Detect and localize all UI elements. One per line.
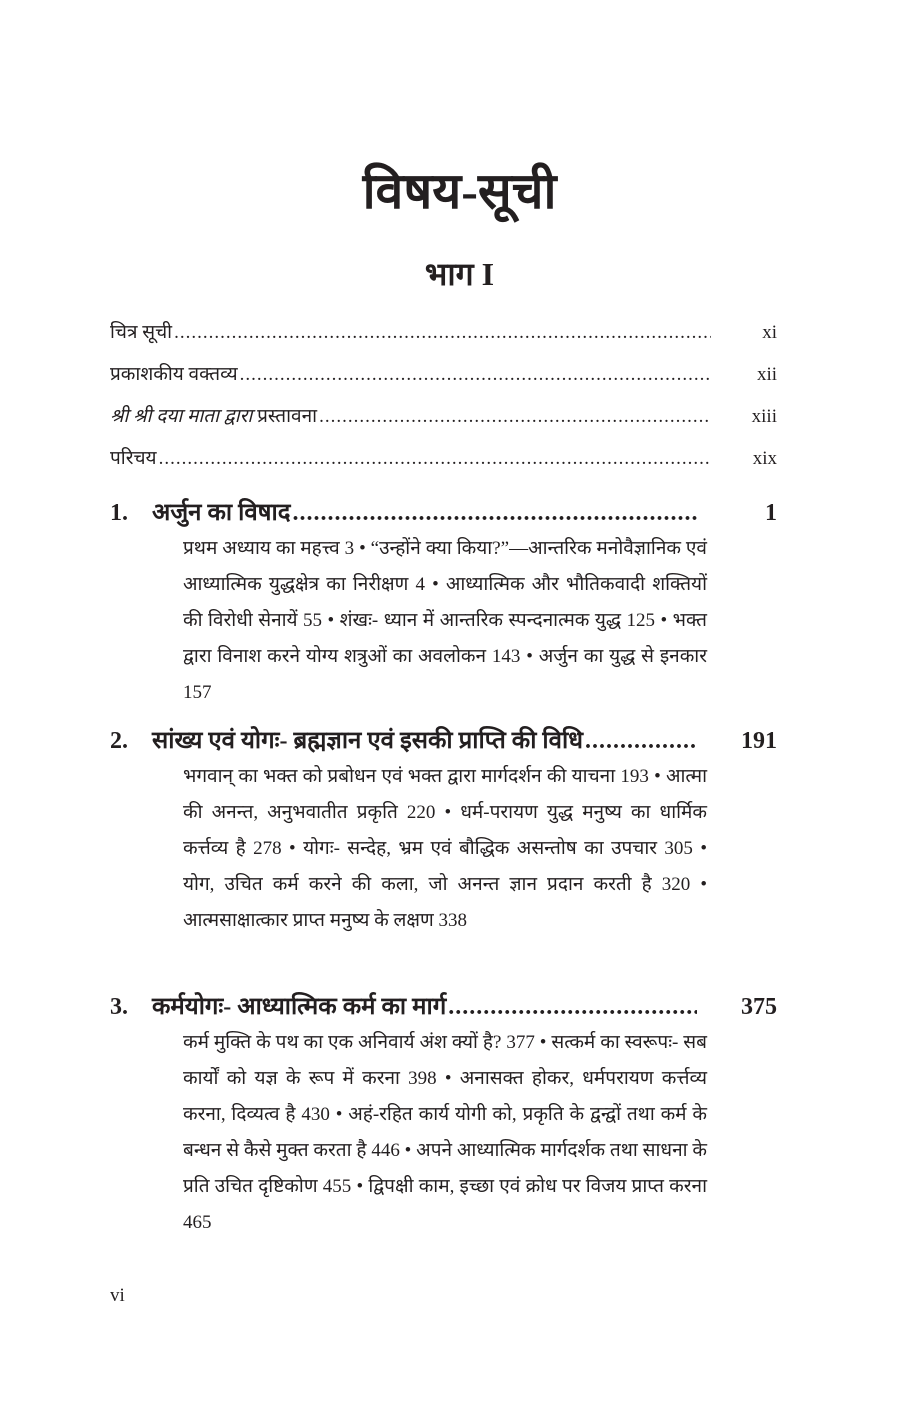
- chapter-2: [110, 723, 777, 939]
- chapter-title: कर्मयोगः- आध्यात्मिक कर्म का मार्ग: [152, 994, 447, 1020]
- entry-page: xi: [762, 322, 777, 343]
- chapter-page: 191: [741, 728, 777, 754]
- dot-leader: [159, 448, 711, 470]
- chapter-number: 3.: [110, 994, 128, 1020]
- entry-label: प्रकाशकीय वक्तव्य: [110, 364, 238, 385]
- chapter-heading[interactable]: [110, 723, 777, 759]
- entry-page: xiii: [751, 406, 777, 427]
- dot-leader: [174, 322, 711, 344]
- dot-leader: [293, 500, 697, 527]
- chapter-page: 1: [765, 500, 777, 526]
- toc-entry-illustrations[interactable]: [110, 318, 777, 360]
- entry-label-italic: श्री श्री दया माता द्वारा: [110, 406, 253, 427]
- chapter-description: भगवान् का भक्त को प्रबोधन एवं भक्त द्वारा मार्गदर्शन की याचना 193 • आत्मा की अनन्त, अनुभवातीत प्रकृति 220 • धर्म-परायण युद्ध मनुष्य का धार्मिक कर्त्तव्य है 278 • योगः- सन्देह, भ्रम एवं बौद्धिक असन्तोष का उपचार 305 • योग, उचित कर्म करने की कला, जो अनन्त ज्ञान प्रदान करती है 320 • आत्मसाक्षात्कार प्राप्त मनुष्य के लक्षण 338: [183, 766, 707, 931]
- page-title: विषय-सूची: [362, 163, 557, 219]
- chapter-1: [110, 495, 777, 711]
- entry-page: xix: [752, 448, 777, 469]
- toc-entry-foreword[interactable]: [110, 402, 777, 444]
- part-heading: भाग I: [424, 256, 495, 292]
- dot-leader: [240, 364, 711, 386]
- entry-label: परिचय: [110, 448, 157, 469]
- chapter-title: अर्जुन का विषाद: [152, 500, 291, 526]
- dot-leader: [448, 994, 697, 1021]
- chapter-heading[interactable]: [110, 495, 777, 531]
- chapter-3: [110, 989, 777, 1241]
- chapter-description: प्रथम अध्याय का महत्त्व 3 • “उन्होंने क्या किया?”—आन्तरिक मनोवैज्ञानिक एवं आध्यात्मिक युद्धक्षेत्र का निरीक्षण 4 • आध्यात्मिक और भौतिकवादी शक्तियों की विरोधी सेनायें 55 • शंखः- ध्यान में आन्तरिक स्पन्दनात्मक युद्ध 125 • भक्त द्वारा विनाश करने योग्य शत्रुओं का अवलोकन 143 • अर्जुन का युद्ध से इनकार 157: [183, 538, 707, 703]
- page-number: vi: [110, 1285, 125, 1306]
- dot-leader: [319, 406, 711, 428]
- toc-entry-introduction[interactable]: [110, 444, 777, 486]
- chapter-description: कर्म मुक्ति के पथ का एक अनिवार्य अंश क्यों है? 377 • सत्कर्म का स्वरूपः- सब कार्यों को यज्ञ के रूप में करना 398 • अनासक्त होकर, धर्मपरायण कर्त्तव्य करना, दिव्यत्व है 430 • अहं-रहित कार्य योगी को, प्रकृति के द्वन्द्वों तथा कर्म के बन्धन से कैसे मुक्त करता है 446 • अपने आध्यात्मिक मार्गदर्शक तथा साधना के प्रति उचित दृष्टिकोण 455 • द्विपक्षी काम, इच्छा एवं क्रोध पर विजय प्राप्त करना 465: [183, 1032, 707, 1233]
- chapter-number: 2.: [110, 728, 128, 754]
- chapter-page: 375: [741, 994, 777, 1020]
- toc-entry-publisher-note[interactable]: [110, 360, 777, 402]
- chapter-heading[interactable]: [110, 989, 777, 1025]
- dot-leader: [585, 728, 697, 755]
- entry-label: [110, 402, 317, 428]
- chapter-number: 1.: [110, 500, 128, 526]
- entry-label-rest: प्रस्तावना: [257, 406, 318, 427]
- front-matter-list: [110, 318, 777, 486]
- entry-label: चित्र सूची: [110, 322, 173, 343]
- chapter-title: सांख्य एवं योगः- ब्रह्मज्ञान एवं इसकी प्राप्ति की विधि: [152, 728, 583, 754]
- entry-page: xii: [756, 364, 777, 385]
